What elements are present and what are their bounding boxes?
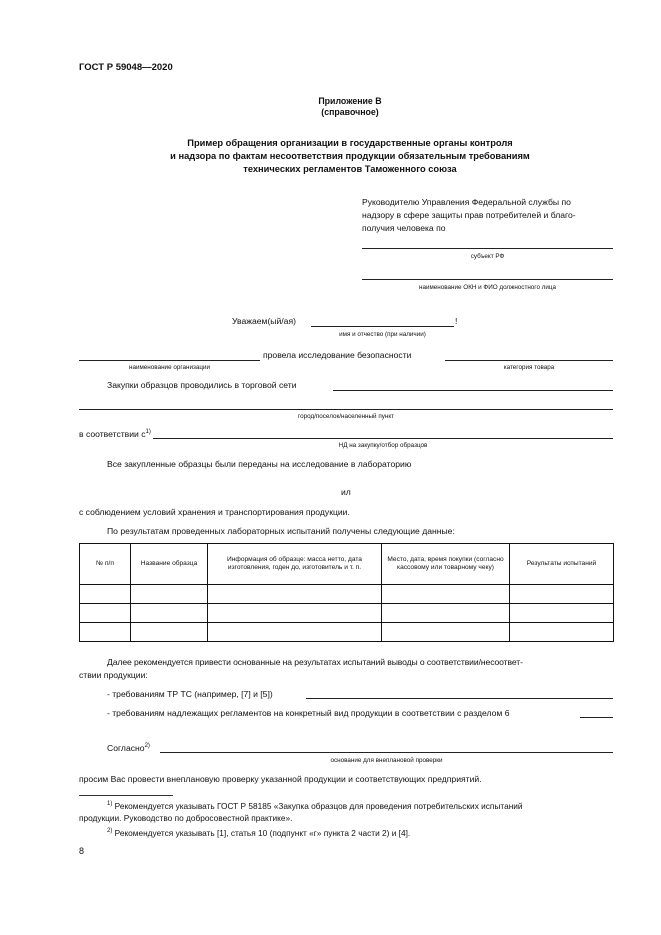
caption-name: наименование ОКН и ФИО должностного лица (418, 284, 557, 291)
agreed-text: Согласно$^{2)}$ (107, 743, 150, 753)
caption-subject: субъект РФ (470, 253, 505, 260)
greeting-end: ! (455, 316, 458, 326)
request-text: просим Вас провести внеплановую проверку указанной продукции и соответствующих предприятий. (79, 774, 482, 784)
header-num: № п/п (80, 544, 131, 585)
doc-code: ГОСТ Р 59048—2020 (79, 62, 173, 73)
table-row (80, 623, 614, 642)
requirement-item-2: - требованиям надлежащих регламентов на конкретный вид продукции в соответствии с разделом 6 (107, 708, 510, 718)
heading-line-1: Пример обращения организации в государственные органы контроля (187, 138, 513, 148)
storage-text: с соблюдением условий хранения и транспортирования продукции. (79, 507, 350, 517)
item2-line (580, 717, 613, 718)
header-info: Информация об образце: масса нетто, дата изготовления, годен до, изготовитель и т. п. (208, 544, 382, 585)
requirement-item-1: - требованиям ТР ТС (например, [7] и [5]) (107, 689, 273, 699)
results-table (79, 543, 614, 642)
transferred-text: Все закупленные образцы были переданы на исследование в лабораторию (107, 459, 412, 469)
conclusions-para-1: Далее рекомендуется привести основанные на результатах испытаний выводы о соответствии/несоответ- (107, 657, 523, 667)
basis-line (160, 752, 613, 753)
header-name: Название образца (131, 544, 208, 585)
page-number: 8 (79, 846, 85, 856)
addressee-line-3: получия человека по (362, 223, 446, 233)
header-place: Место, дата, время покупки (согласно кассовому или товарному чеку) (382, 544, 510, 585)
footnote-1-line-2: продукции. Руководство по добросовестной практике». (79, 813, 293, 823)
addressee-line-2: надзору в сфере защиты прав потребителей и благо- (362, 210, 576, 220)
conclusions-para-2: ствии продукции: (79, 670, 148, 680)
caption-basis: основание для внеплановой проверки (330, 757, 443, 764)
footnote-1-line-1: $^{1)}$ Рекомендуется указывать ГОСТ Р 58185 «Закупка образцов для проведения потребительских испытаний (107, 801, 523, 811)
header-results: Результаты испытаний (510, 544, 614, 585)
caption-nd: НД на закупку/отбор образцов (338, 442, 428, 449)
appendix-title: Приложение В (318, 96, 382, 106)
city-line (79, 409, 613, 410)
table-row (80, 604, 614, 623)
conducted-text: провела исследование безопасности (263, 350, 412, 360)
name-line (362, 279, 613, 280)
or-word: ил (341, 487, 351, 497)
table-row (80, 585, 614, 604)
greeting: Уважаем(ый/ая) (232, 316, 296, 326)
nd-line (153, 438, 613, 439)
subject-line (362, 248, 613, 249)
footnote-2: $^{2)}$ Рекомендуется указывать [1], статья 10 (подпункт «г» пункта 2 части 2) и [4]. (107, 828, 411, 838)
category-line (445, 360, 613, 361)
heading-line-2: и надзора по фактам несоответствия продукции обязательным требованиям (170, 151, 530, 161)
results-intro: По результатам проведенных лабораторных испытаний получены следующие данные: (107, 526, 455, 536)
heading-line-3: технических регламентов Таможенного союза (243, 164, 457, 174)
caption-org: наименование организации (128, 364, 211, 371)
caption-category: категория товара (503, 364, 555, 371)
org-line (79, 360, 260, 361)
footnote-separator (79, 795, 173, 796)
footnote-ref-1: 1) (145, 429, 151, 436)
table-header-row (80, 544, 614, 585)
appendix-note: (справочное) (321, 107, 379, 117)
caption-city: город/поселок/населенный пункт (297, 413, 395, 420)
item1-line (306, 698, 613, 699)
purchases-text: Закупки образцов проводились в торговой сети (107, 380, 297, 390)
caption-greeting: имя и отчество (при наличии) (339, 331, 426, 338)
greeting-line (311, 326, 454, 327)
accordance-text: в соответствии $с^{1)}$ (79, 429, 151, 439)
footnote-ref-2: 2) (144, 743, 150, 750)
addressee-line-1: Руководителю Управления Федеральной службы по (362, 197, 571, 207)
network-line (333, 390, 613, 391)
